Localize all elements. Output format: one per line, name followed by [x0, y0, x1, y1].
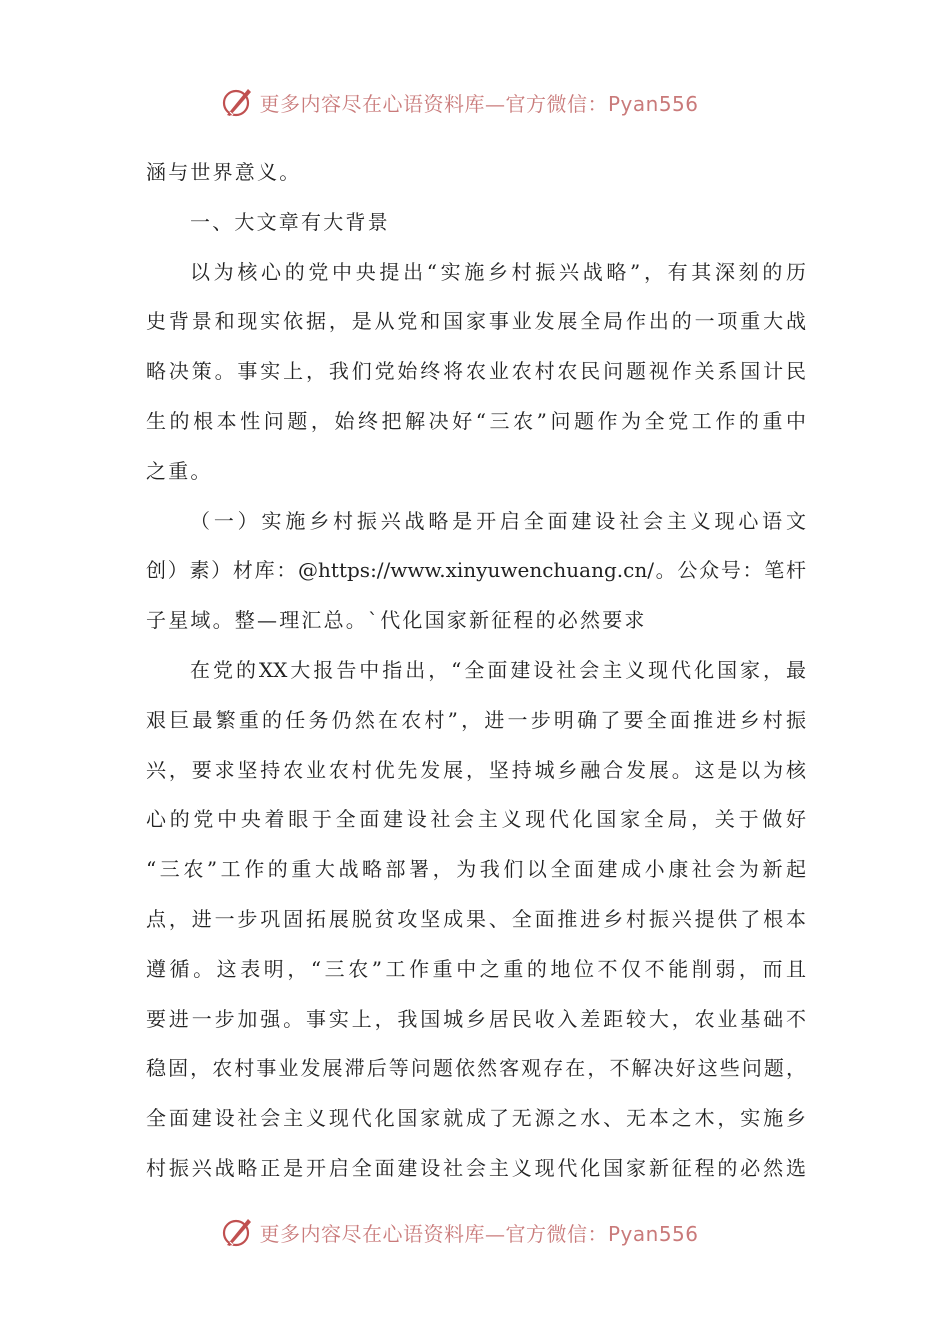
document-body — [146, 148, 806, 1194]
text-line: 遵循。这表明，“三农”工作重中之重的地位不仅不能削弱，而且 — [146, 956, 806, 981]
quill-logo-icon — [221, 1215, 255, 1249]
text-line: 史背景和现实依据，是从党和国家事业发展全局作出的一项重大战 — [146, 309, 806, 334]
text-line: 在党的XX大报告中指出，“全面建设社会主义现代化国家，最 — [190, 657, 806, 682]
text-line: 心的党中央着眼于全面建设社会主义现代化国家全局，关于做好 — [146, 807, 806, 832]
text-line: 创）素）材库：@https://www.xinyuwenchuang.cn/。公众号：笔杆 — [146, 558, 806, 583]
watermark-text: 更多内容尽在心语资料库—官方微信：Pyan556 — [259, 1221, 699, 1246]
subsection-heading: （一）实施乡村振兴战略是开启全面建设社会主义现心语文 — [190, 508, 806, 533]
text-line: 涵与世界意义。 — [146, 160, 302, 184]
text-line: 村振兴战略正是开启全面建设社会主义现代化国家新征程的必然选 — [146, 1155, 806, 1180]
text-line: 略决策。事实上，我们党始终将农业农村农民问题视作关系国计民 — [146, 359, 806, 384]
section-heading: 一、大文章有大背景 — [190, 209, 390, 234]
footer-watermark — [0, 1212, 950, 1252]
watermark-text: 更多内容尽在心语资料库—官方微信：Pyan556 — [259, 91, 699, 116]
watermark-wechat-id: Pyan556 — [607, 91, 699, 116]
text-line: 生的根本性问题，始终把解决好“三农”问题作为全党工作的重中 — [146, 408, 806, 433]
text-line: “三农”工作的重大战略部署，为我们以全面建成小康社会为新起 — [146, 857, 806, 882]
text-line: 艰巨最繁重的任务仍然在农村”，进一步明确了要全面推进乡村振 — [146, 707, 806, 732]
text-line: 以为核心的党中央提出“实施乡村振兴战略”，有其深刻的历 — [190, 259, 806, 284]
text-line: 兴，要求坚持农业农村优先发展，坚持城乡融合发展。这是以为核 — [146, 757, 806, 782]
quill-logo-icon — [221, 85, 255, 119]
header-watermark — [0, 82, 950, 122]
text-line: 稳固，农村事业发展滞后等问题依然客观存在，不解决好这些问题， — [146, 1056, 806, 1081]
text-line: 子星域。整—理汇总。`代化国家新征程的必然要求 — [146, 608, 647, 633]
text-line: 点，进一步巩固拓展脱贫攻坚成果、全面推进乡村振兴提供了根本 — [146, 906, 806, 931]
text-line: 全面建设社会主义现代化国家就成了无源之水、无本之木，实施乡 — [146, 1106, 806, 1131]
text-line: 之重。 — [146, 458, 213, 483]
text-line: 要进一步加强。事实上，我国城乡居民收入差距较大，农业基础不 — [146, 1006, 806, 1031]
watermark-wechat-id: Pyan556 — [607, 1221, 699, 1246]
